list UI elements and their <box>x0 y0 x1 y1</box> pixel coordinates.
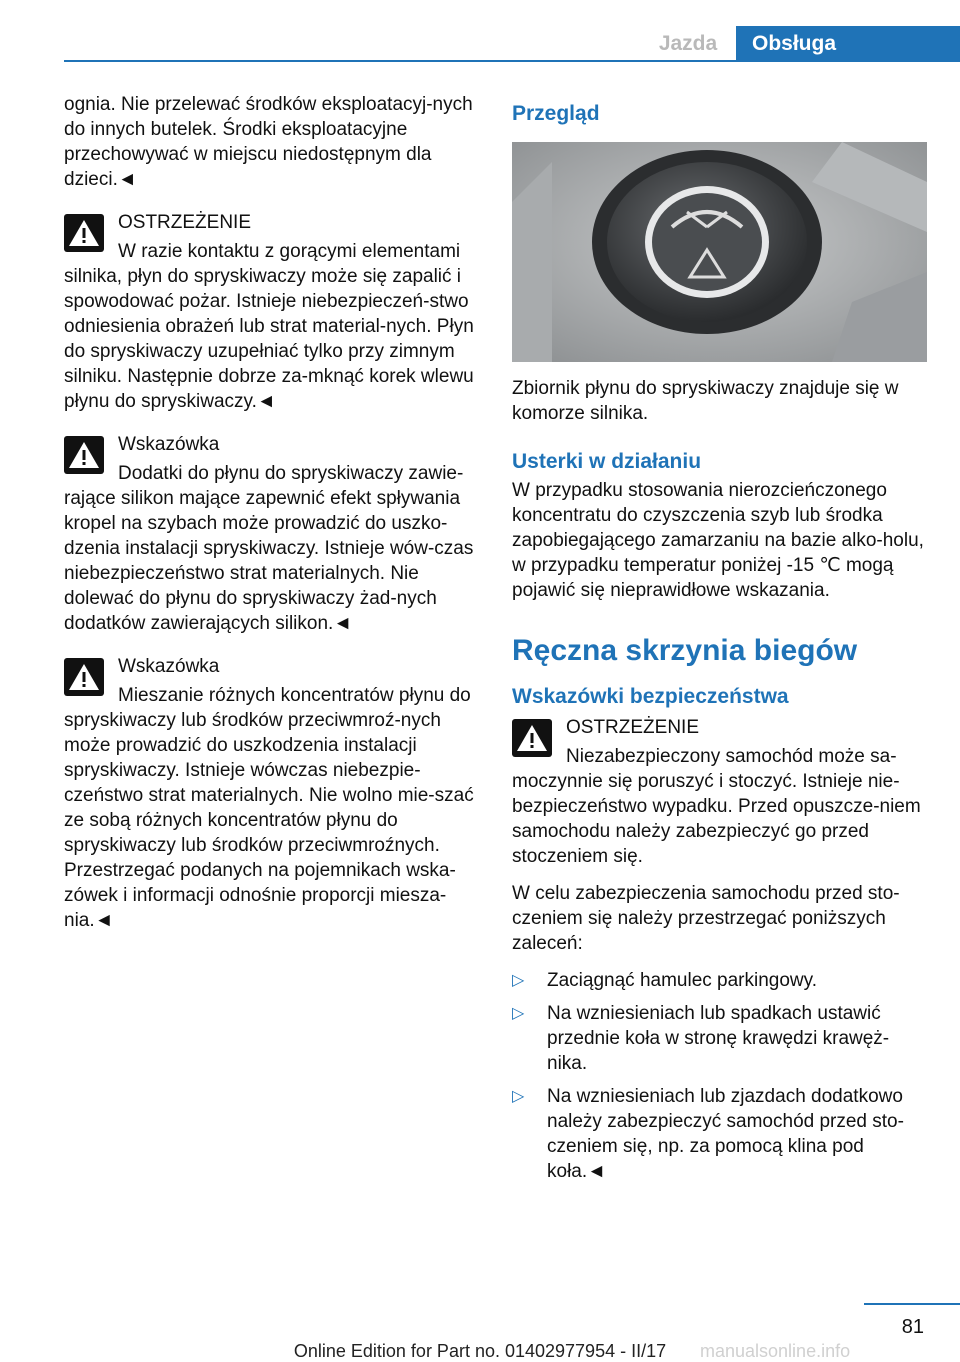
note-text: Dodatki do płynu do spryskiwaczy zawie-rające silikon mające zapewnić efekt spływania kropel na szybach może prowadzić do uszko-dzenia instalacji spryskiwaczy. Istnieje wów-czas niebezpieczeństwo strat materialnych. Nie dolewać do płynu do spryskiwaczy żad-nych dodatków zawierających silikon.◄ <box>64 463 474 634</box>
warning-block-1 <box>64 210 479 414</box>
list-item: ▷ Na wzniesieniach lub spadkach ustawić przednie koła w stronę krawędzi krawęż-nika. <box>512 1003 890 1074</box>
note-title: Wskazówka <box>118 656 220 677</box>
warning-title: OSTRZEŻENIE <box>118 212 252 233</box>
bullet-list <box>512 968 927 1184</box>
triangle-bullet-icon: ▷ <box>512 1088 525 1105</box>
paragraph-continuation: ognia. Nie przelewać środków eksploatacyj-nych do innych butelek. Środki eksploatacyjne przechowywać w miejscu niedostępnym dla dzieci.◄ <box>64 94 473 190</box>
triangle-bullet-icon: ▷ <box>512 1005 525 1022</box>
heading-wskazowki: Wskazówki bezpieczeństwa <box>512 685 789 708</box>
note-title: Wskazówka <box>118 434 220 455</box>
washer-reservoir-photo <box>512 142 927 362</box>
intro-text: W celu zabezpieczenia samochodu przed sto-czeniem się należy przestrzegać poniższych zaleceń: <box>512 883 900 954</box>
page-number: 81 <box>901 1316 924 1338</box>
tab-obsluga[interactable]: Obsługa <box>736 26 960 62</box>
list-item: ▷ Zaciągnąć hamulec parkingowy. <box>512 970 818 991</box>
warning-text: W razie kontaktu z gorącymi elementami silnika, płyn do spryskiwaczy może się zapalić i spowodować pożar. Istnieje niebezpieczeń-stwo odniesienia obrażeń lub strat material-nych. Płyn do spryskiwaczy uzupełniać tylko przy zimnym silniku. Następnie dobrze za-mknąć korek wlewu płynu do spryskiwaczy.◄ <box>64 241 474 412</box>
note-text: Mieszanie różnych koncentratów płynu do spryskiwaczy lub środków przeciwmroź-nych może prowadzić do uszkodzenia instalacji spryskiwaczy. Istnieje wówczas niebezpie-czeństwo strat materialnych. Nie wolno mie-szać ze sobą różnych koncentratów płynu do spryskiwaczy lub środków przeciwmroźnych. Przestrzegać podanych na pojemnikach wska-zówek i informacji odnośnie proporcji miesza-nia.◄ <box>64 685 474 931</box>
watermark: manualsonline.info <box>700 1341 851 1361</box>
warning-triangle-icon <box>64 658 104 696</box>
footer-rule <box>864 1303 960 1305</box>
usterki-text: W przypadku stosowania nierozcieńczonego koncentratu do czyszczenia szyb lub środka zapobiegającego zamarzaniu na bazie alko-holu, w przypadku temperatur poniżej -15 ℃ mogą pojawić się nieprawidłowe wskazania. <box>512 480 924 601</box>
edition-note: Online Edition for Part no. 01402977954 - II/17 <box>293 1341 667 1361</box>
heading-usterki: Usterki w działaniu <box>512 450 702 473</box>
heading-przeglad: Przegląd <box>512 102 600 125</box>
tab-jazda[interactable]: Jazda <box>658 31 718 55</box>
warning-triangle-icon <box>64 214 104 252</box>
note-block-1 <box>64 432 479 636</box>
heading-reczna-skrzynia: Ręczna skrzynia biegów <box>512 634 858 667</box>
warning-triangle-icon <box>64 436 104 474</box>
warning-triangle-icon <box>512 719 552 757</box>
list-item: ▷ Na wzniesieniach lub zjazdach dodatkowo należy zabezpieczyć samochód przed sto-czeniem się, np. za pomocą klina pod koła.◄ <box>512 1086 904 1182</box>
warning-text: Niezabezpieczony samochód może sa-moczynnie się poruszyć i stoczyć. Istnieje nie-bezpieczeństwo wypadku. Przed opuszcze-niem samochodu należy zabezpieczyć go przed stoczeniem się. <box>512 746 921 867</box>
warning-block-2 <box>512 715 927 869</box>
triangle-bullet-icon: ▷ <box>512 972 525 989</box>
left-column <box>64 92 479 933</box>
note-block-2 <box>64 654 479 933</box>
photo-caption: Zbiornik płynu do spryskiwaczy znajduje się w komorze silnika. <box>512 378 899 424</box>
right-column <box>512 100 927 1192</box>
warning-title: OSTRZEŻENIE <box>566 717 700 738</box>
header-rule <box>64 60 960 62</box>
